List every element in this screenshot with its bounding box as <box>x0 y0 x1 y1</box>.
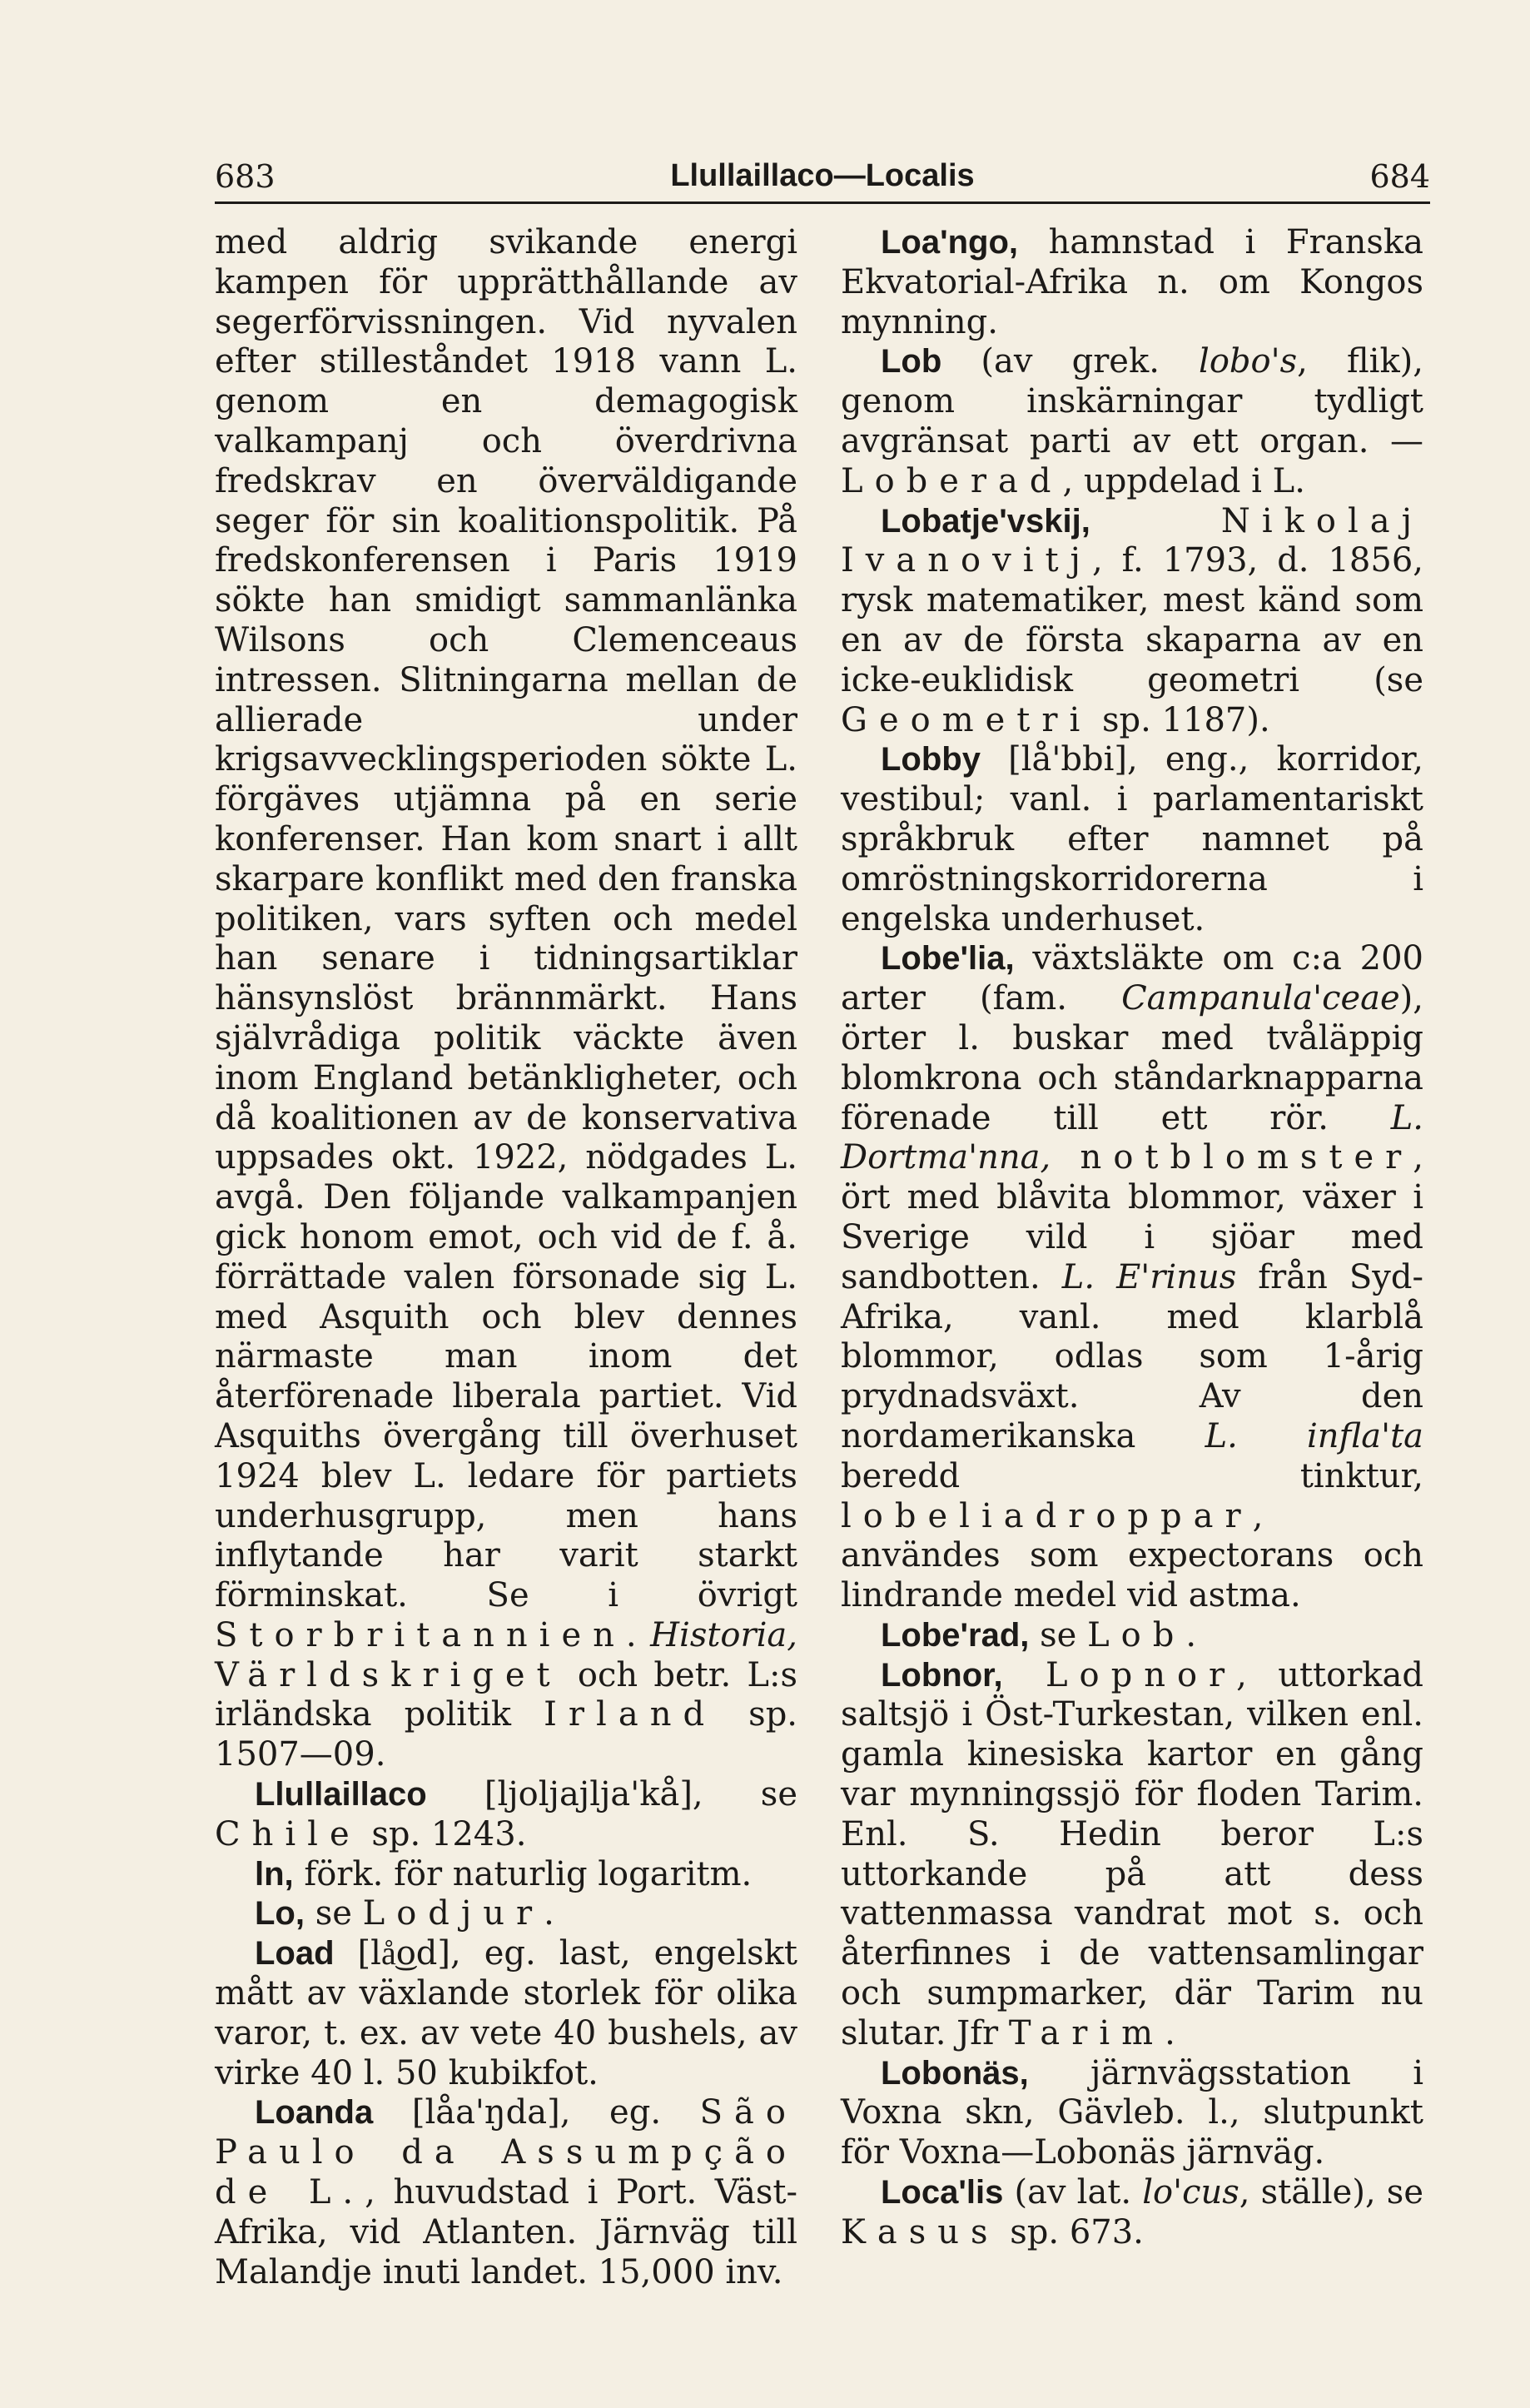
entry-loberad: Lobe'rad, se Lob. <box>881 1615 1197 1654</box>
page-number-left: 683 <box>215 158 276 195</box>
entry-localis: Loca'lis (av lat. lo'cus, ställe), se Kasus sp. 673. <box>841 2173 1424 2251</box>
entry-lobnor: Lobnor, Lopnor, uttorkad saltsjö i Öst-Turkestan, vilken enl. gamla kinesiska kartor en gång var mynningssjö för floden Tarim. Enl. S. Hedin beror L:s uttorkande på att dess vattenmassa vandrat mot s. och återfinnes i de vattensamlingar och sumpmarker, där Tarim nu slutar. Jfr Tarim. <box>841 1655 1423 2052</box>
header-rule <box>215 201 1430 204</box>
entry-loango: Loa'ngo, hamnstad i Franska Ekvatorial-Afrika n. om Kongos mynning. <box>841 223 1423 341</box>
entry-lobonas: Lobonäs, järnvägsstation i Voxna skn, Gävleb. l., slutpunkt för Voxna—Lobonäs järnväg. <box>841 2053 1423 2172</box>
entry-lo: Lo, se Lodjur. <box>255 1894 554 1933</box>
entry-llullaillaco: Llullaillaco [ljoljajlja'kå], se Chile sp. 1243. <box>215 1775 797 1853</box>
page-header <box>215 150 1430 200</box>
right-column <box>841 223 1423 2253</box>
running-title: Llullaillaco—Localis <box>670 158 975 193</box>
entry-lobelia: Lobe'lia, växtsläkte om c:a 200 arter (fam. Campanula'ceae), örter l. buskar med tvåläppig blomkrona och ståndarknapparna förenade till ett rör. L. Dortma'nna, notblomster, ört med blåvita blommor, växer i Sverige vild i sjöar med sandbotten. L. E'rinus från Syd-Afrika, vanl. med klarblå blommor, odlas som 1-årig prydnadsväxt. Av den nordamerikanska L. infla'ta beredd tinktur, lobeliadroppar, användes som expectorans och lindrande medel vid astma. <box>841 939 1423 1615</box>
entry-lobatjevskij: Lobatje'vskij, Nikolaj Ivanovitj, f. 1793, d. 1856, rysk matematiker, mest känd som en av de första skaparna av en icke-euklidisk geometri (se Geometri sp. 1187). <box>841 501 1423 739</box>
entry-load: Load [lå͜od], eg. last, engelskt mått av växlande storlek för olika varor, t. ex. av vete 40 bushels, av virke 40 l. 50 kubikfot. <box>215 1934 797 2092</box>
entry-lob: Lob (av grek. lobo's, flik), genom inskärningar tydligt avgränsat parti av ett organ. — Loberad, uppdelad i L. <box>841 342 1423 500</box>
entry-lobby: Lobby [lå'bbi], eng., korridor, vestibul; vanl. i parlamentariskt språkbruk efter namnet på omröstningskorridorerna i engelska underhuset. <box>841 740 1423 938</box>
page-number-right: 684 <box>1369 158 1430 195</box>
continued-entry: med aldrig svikande energi kampen för upprätthållande av segerförvissningen. Vid nyvalen efter stilleståndet 1918 vann L. genom en demagogisk valkampanj och överdrivna fredskrav en överväldigande seger för sin koalitionspolitik. På fredskonferensen i Paris 1919 sökte han smidigt sammanlänka Wilsons och Clemenceaus intressen. Slitningarna mellan de allierade under krigsavvecklingsperioden sökte L. förgäves utjämna på en serie konferenser. Han kom snart i allt skarpare konflikt med den franska politiken, vars syften och medel han senare i tidningsartiklar hänsynslöst brännmärkt. Hans självrådiga politik väckte även inom England betänkligheter, och då koalitionen av de konservativa uppsades okt. 1922, nödgades L. avgå. Den följande valkampanjen gick honom emot, och vid de f. å. förrättade valen försonade sig L. med Asquith och blev dennes närmaste man inom det återförenade liberala partiet. Vid Asquiths övergång till överhuset 1924 blev L. ledare för partiets underhusgrupp, men hans inflytande har varit starkt förminskat. Se i övrigt Storbritannien. Historia, Världskriget och betr. L:s irländska politik Irland sp. 1507—09. <box>215 223 798 1774</box>
entry-loanda: Loanda [låa'ŋda], eg. São Paulo da Assumpção de L., huvudstad i Port. Väst-Afrika, vid Atlanten. Järnväg till Malandje inuti landet. 15,000 inv. <box>215 2093 797 2291</box>
left-column <box>215 223 797 2292</box>
entry-ln: ln, förk. för naturlig logaritm. <box>255 1854 753 1893</box>
